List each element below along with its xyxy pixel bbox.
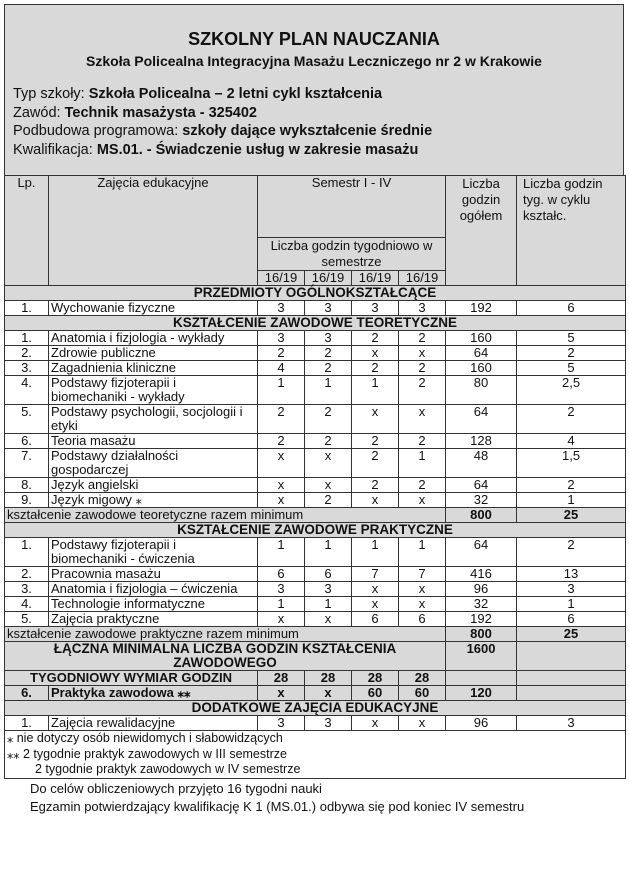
cell-s3: 2 bbox=[352, 361, 399, 376]
cell-s4: 2 bbox=[399, 434, 446, 449]
table-row bbox=[5, 567, 626, 582]
cell-total: 192 bbox=[446, 301, 517, 316]
cell-s4: x bbox=[399, 346, 446, 361]
cell-s2: 2 bbox=[305, 405, 352, 434]
cell-total: 64 bbox=[446, 478, 517, 493]
cell-lp: 4. bbox=[5, 597, 49, 612]
cell-s1: 3 bbox=[258, 331, 305, 346]
cell-lp: 6. bbox=[5, 434, 49, 449]
cell-lp: 1. bbox=[5, 716, 49, 731]
cell-s1: x bbox=[258, 493, 305, 508]
min-total-label: ŁĄCZNA MINIMALNA LICZBA GODZIN KSZTAŁCENIA ZAWODOWEGO bbox=[5, 642, 446, 671]
cell-name: Podstawy fizjoterapii i biomechaniki - wykłady bbox=[49, 376, 258, 405]
cell-s1: 4 bbox=[258, 361, 305, 376]
cell-total: 96 bbox=[446, 716, 517, 731]
cell-name: Teoria masażu bbox=[49, 434, 258, 449]
cell-cycle: 13 bbox=[517, 567, 626, 582]
min-total-value: 1600 bbox=[446, 642, 517, 671]
empty-cell bbox=[517, 671, 626, 686]
cell-name: Pracownia masażu bbox=[49, 567, 258, 582]
cell-s1: 3 bbox=[258, 301, 305, 316]
cell-lp: 7. bbox=[5, 449, 49, 478]
col-total: Liczba godzin ogółem bbox=[446, 176, 517, 286]
table-row bbox=[5, 582, 626, 597]
cell-s4: 1 bbox=[399, 538, 446, 567]
empty-cell bbox=[517, 686, 626, 701]
cell-s2: 2 bbox=[305, 493, 352, 508]
cell-s2: 3 bbox=[305, 716, 352, 731]
cell-name: Anatomia i fizjologia – ćwiczenia bbox=[49, 582, 258, 597]
cell-total: 128 bbox=[446, 434, 517, 449]
weekly-total-row bbox=[5, 671, 626, 686]
cell-name: Zajęcia rewalidacyjne bbox=[49, 716, 258, 731]
weekly-total-s1: 28 bbox=[258, 671, 305, 686]
note-1: ⁎ nie dotyczy osób niewidomych i słabowidzących bbox=[7, 731, 283, 745]
cell-s4: 7 bbox=[399, 567, 446, 582]
cell-s3: x bbox=[352, 493, 399, 508]
cell-total: 32 bbox=[446, 493, 517, 508]
cell-s2: 1 bbox=[305, 597, 352, 612]
cell-name: Zagadnienia kliniczne bbox=[49, 361, 258, 376]
col-weekly-cycle: Liczba godzin tyg. w cyklu kształc. bbox=[517, 176, 626, 286]
cell-s3: 1 bbox=[352, 376, 399, 405]
practice-sum-label: kształcenie zawodowe praktyczne razem minimum bbox=[5, 627, 446, 642]
section-row bbox=[5, 701, 626, 716]
section-row bbox=[5, 523, 626, 538]
cell-name: Język migowy ⁎ bbox=[49, 493, 258, 508]
table-row bbox=[5, 538, 626, 567]
sem-code: 16/19 bbox=[258, 271, 305, 286]
internship-s1: x bbox=[258, 686, 305, 701]
sem-code: 16/19 bbox=[305, 271, 352, 286]
cell-s4: x bbox=[399, 582, 446, 597]
cell-name: Technologie informatyczne bbox=[49, 597, 258, 612]
section-general: PRZEDMIOTY OGÓLNOKSZTAŁCĄCE bbox=[5, 286, 626, 301]
cell-s1: 6 bbox=[258, 567, 305, 582]
cell-total: 64 bbox=[446, 346, 517, 361]
table-row bbox=[5, 449, 626, 478]
table-header-row bbox=[5, 176, 626, 238]
cell-name: Podstawy fizjoterapii i biomechaniki - ćwiczenia bbox=[49, 538, 258, 567]
cell-cycle: 4 bbox=[517, 434, 626, 449]
cell-s1: x bbox=[258, 612, 305, 627]
cell-lp: 2. bbox=[5, 346, 49, 361]
empty-cell bbox=[446, 671, 517, 686]
cell-s3: x bbox=[352, 405, 399, 434]
cell-cycle: 2 bbox=[517, 478, 626, 493]
cell-s4: 2 bbox=[399, 478, 446, 493]
cell-lp: 3. bbox=[5, 361, 49, 376]
cell-total: 96 bbox=[446, 582, 517, 597]
cell-s2: x bbox=[305, 478, 352, 493]
cell-lp: 8. bbox=[5, 478, 49, 493]
cell-s2: 1 bbox=[305, 376, 352, 405]
cell-s3: 1 bbox=[352, 538, 399, 567]
info-school-type: Typ szkoły: Szkoła Policealna – 2 letni cykl kształcenia bbox=[13, 86, 383, 102]
cell-s3: 2 bbox=[352, 478, 399, 493]
cell-s3: 2 bbox=[352, 331, 399, 346]
cell-name: Podstawy działalności gospodarczej bbox=[49, 449, 258, 478]
internship-name: Praktyka zawodowa ⁎⁎ bbox=[49, 686, 258, 701]
info-block bbox=[13, 85, 432, 159]
table-row bbox=[5, 612, 626, 627]
notes-row bbox=[5, 731, 626, 779]
theory-sum-total: 800 bbox=[446, 508, 517, 523]
cell-cycle: 2 bbox=[517, 405, 626, 434]
note-3: 2 tygodnie praktyk zawodowych w IV semestrze bbox=[35, 762, 301, 776]
cell-s2: x bbox=[305, 449, 352, 478]
cell-cycle: 3 bbox=[517, 716, 626, 731]
cell-cycle: 6 bbox=[517, 301, 626, 316]
section-theory: KSZTAŁCENIE ZAWODOWE TEORETYCZNE bbox=[5, 316, 626, 331]
table-row bbox=[5, 361, 626, 376]
table-row bbox=[5, 331, 626, 346]
cell-s2: 2 bbox=[305, 434, 352, 449]
cell-name: Anatomia i fizjologia - wykłady bbox=[49, 331, 258, 346]
page-title: SZKOLNY PLAN NAUCZANIA bbox=[188, 29, 440, 49]
cell-name: Wychowanie fizyczne bbox=[49, 301, 258, 316]
cell-s1: x bbox=[258, 478, 305, 493]
table-row bbox=[5, 346, 626, 361]
plan-table bbox=[4, 175, 626, 779]
cell-s3: 2 bbox=[352, 449, 399, 478]
cell-lp: 3. bbox=[5, 582, 49, 597]
sem-code: 16/19 bbox=[399, 271, 446, 286]
cell-cycle: 1,5 bbox=[517, 449, 626, 478]
cell-lp: 1. bbox=[5, 538, 49, 567]
cell-s2: x bbox=[305, 612, 352, 627]
cell-s1: 1 bbox=[258, 597, 305, 612]
cell-lp: 5. bbox=[5, 612, 49, 627]
cell-s3: 2 bbox=[352, 434, 399, 449]
info-profession: Zawód: Technik masażysta - 325402 bbox=[13, 104, 257, 121]
cell-lp: 1. bbox=[5, 301, 49, 316]
weekly-total-s2: 28 bbox=[305, 671, 352, 686]
cell-total: 80 bbox=[446, 376, 517, 405]
cell-name: Podstawy psychologii, socjologii i etyki bbox=[49, 405, 258, 434]
header-panel bbox=[4, 4, 624, 175]
cell-total: 160 bbox=[446, 361, 517, 376]
section-additional: DODATKOWE ZAJĘCIA EDUKACYJNE bbox=[5, 701, 626, 716]
cell-s3: 6 bbox=[352, 612, 399, 627]
cell-cycle: 6 bbox=[517, 612, 626, 627]
cell-total: 160 bbox=[446, 331, 517, 346]
cell-s4: 2 bbox=[399, 331, 446, 346]
footer-line-2: Egzamin potwierdzający kwalifikację K 1 (MS.01.) odbywa się pod koniec IV semestru bbox=[30, 798, 525, 814]
min-total-row bbox=[5, 642, 626, 671]
cell-name: Zajęcia praktyczne bbox=[49, 612, 258, 627]
cell-s4: 1 bbox=[399, 449, 446, 478]
col-subject: Zajęcia edukacyjne bbox=[49, 176, 258, 286]
col-weekly: Liczba godzin tygodniowo w semestrze bbox=[258, 238, 446, 271]
table-row bbox=[5, 597, 626, 612]
cell-cycle: 5 bbox=[517, 331, 626, 346]
internship-s3: 60 bbox=[352, 686, 399, 701]
curriculum-sheet bbox=[4, 4, 624, 816]
weekly-total-label: TYGODNIOWY WYMIAR GODZIN bbox=[5, 671, 258, 686]
cell-cycle: 5 bbox=[517, 361, 626, 376]
cell-s3: x bbox=[352, 582, 399, 597]
cell-total: 416 bbox=[446, 567, 517, 582]
section-practice: KSZTAŁCENIE ZAWODOWE PRAKTYCZNE bbox=[5, 523, 626, 538]
cell-s1: 2 bbox=[258, 346, 305, 361]
cell-s1: 2 bbox=[258, 434, 305, 449]
table-row bbox=[5, 405, 626, 434]
empty-cell bbox=[517, 642, 626, 671]
cell-s2: 3 bbox=[305, 582, 352, 597]
cell-s4: 3 bbox=[399, 301, 446, 316]
cell-s4: 6 bbox=[399, 612, 446, 627]
notes-cell bbox=[5, 731, 626, 779]
sem-code: 16/19 bbox=[352, 271, 399, 286]
cell-total: 48 bbox=[446, 449, 517, 478]
practice-sum-total: 800 bbox=[446, 627, 517, 642]
cell-lp: 4. bbox=[5, 376, 49, 405]
cell-s2: 2 bbox=[305, 361, 352, 376]
cell-s1: 2 bbox=[258, 405, 305, 434]
practice-sum-cycle: 25 bbox=[517, 627, 626, 642]
cell-s4: 2 bbox=[399, 361, 446, 376]
cell-total: 32 bbox=[446, 597, 517, 612]
cell-s3: 7 bbox=[352, 567, 399, 582]
internship-row bbox=[5, 686, 626, 701]
cell-cycle: 2,5 bbox=[517, 376, 626, 405]
cell-s4: x bbox=[399, 716, 446, 731]
cell-total: 192 bbox=[446, 612, 517, 627]
cell-total: 64 bbox=[446, 405, 517, 434]
weekly-total-s3: 28 bbox=[352, 671, 399, 686]
weekly-total-s4: 28 bbox=[399, 671, 446, 686]
cell-lp: 9. bbox=[5, 493, 49, 508]
footer-line-1: Do celów obliczeniowych przyjęto 16 tygodni nauki bbox=[30, 780, 322, 796]
table-row bbox=[5, 716, 626, 731]
theory-sum-cycle: 25 bbox=[517, 508, 626, 523]
cell-s2: 2 bbox=[305, 346, 352, 361]
internship-s2: x bbox=[305, 686, 352, 701]
table-row bbox=[5, 493, 626, 508]
table-row bbox=[5, 376, 626, 405]
theory-sum-label: kształcenie zawodowe teoretyczne razem minimum bbox=[5, 508, 446, 523]
info-qualification: Kwalifikacja: MS.01. - Świadczenie usług w zakresie masażu bbox=[13, 141, 419, 158]
cell-s1: 1 bbox=[258, 538, 305, 567]
cell-lp: 5. bbox=[5, 405, 49, 434]
cell-s2: 3 bbox=[305, 301, 352, 316]
cell-total: 64 bbox=[446, 538, 517, 567]
cell-s3: 3 bbox=[352, 301, 399, 316]
cell-lp: 1. bbox=[5, 331, 49, 346]
col-lp: Lp. bbox=[5, 176, 49, 286]
info-basis: Podbudowa programowa: szkoły dające wykształcenie średnie bbox=[13, 123, 433, 139]
cell-s1: 3 bbox=[258, 716, 305, 731]
cell-s2: 1 bbox=[305, 538, 352, 567]
cell-s4: 2 bbox=[399, 376, 446, 405]
note-2: ⁎⁎ 2 tygodnie praktyk zawodowych w III semestrze bbox=[7, 746, 287, 761]
cell-s4: x bbox=[399, 405, 446, 434]
internship-lp: 6. bbox=[5, 686, 49, 701]
table-row bbox=[5, 301, 626, 316]
internship-s4: 60 bbox=[399, 686, 446, 701]
cell-s2: 6 bbox=[305, 567, 352, 582]
cell-cycle: 2 bbox=[517, 538, 626, 567]
cell-s4: x bbox=[399, 597, 446, 612]
theory-sum-row bbox=[5, 508, 626, 523]
cell-s2: 3 bbox=[305, 331, 352, 346]
cell-s1: 3 bbox=[258, 582, 305, 597]
table-row bbox=[5, 478, 626, 493]
cell-s3: x bbox=[352, 597, 399, 612]
cell-lp: 2. bbox=[5, 567, 49, 582]
cell-s4: x bbox=[399, 493, 446, 508]
cell-s3: x bbox=[352, 716, 399, 731]
cell-s3: x bbox=[352, 346, 399, 361]
cell-cycle: 1 bbox=[517, 597, 626, 612]
cell-name: Zdrowie publiczne bbox=[49, 346, 258, 361]
cell-cycle: 2 bbox=[517, 346, 626, 361]
cell-s1: 1 bbox=[258, 376, 305, 405]
cell-cycle: 1 bbox=[517, 493, 626, 508]
school-name: Szkoła Policealna Integracyjna Masażu Leczniczego nr 2 w Krakowie bbox=[86, 53, 542, 69]
section-row bbox=[5, 316, 626, 331]
cell-cycle: 3 bbox=[517, 582, 626, 597]
internship-total: 120 bbox=[446, 686, 517, 701]
footer bbox=[4, 780, 624, 816]
cell-s1: x bbox=[258, 449, 305, 478]
table-row bbox=[5, 434, 626, 449]
col-semester: Semestr I - IV bbox=[258, 176, 446, 238]
cell-name: Język angielski bbox=[49, 478, 258, 493]
practice-sum-row bbox=[5, 627, 626, 642]
section-row bbox=[5, 286, 626, 301]
